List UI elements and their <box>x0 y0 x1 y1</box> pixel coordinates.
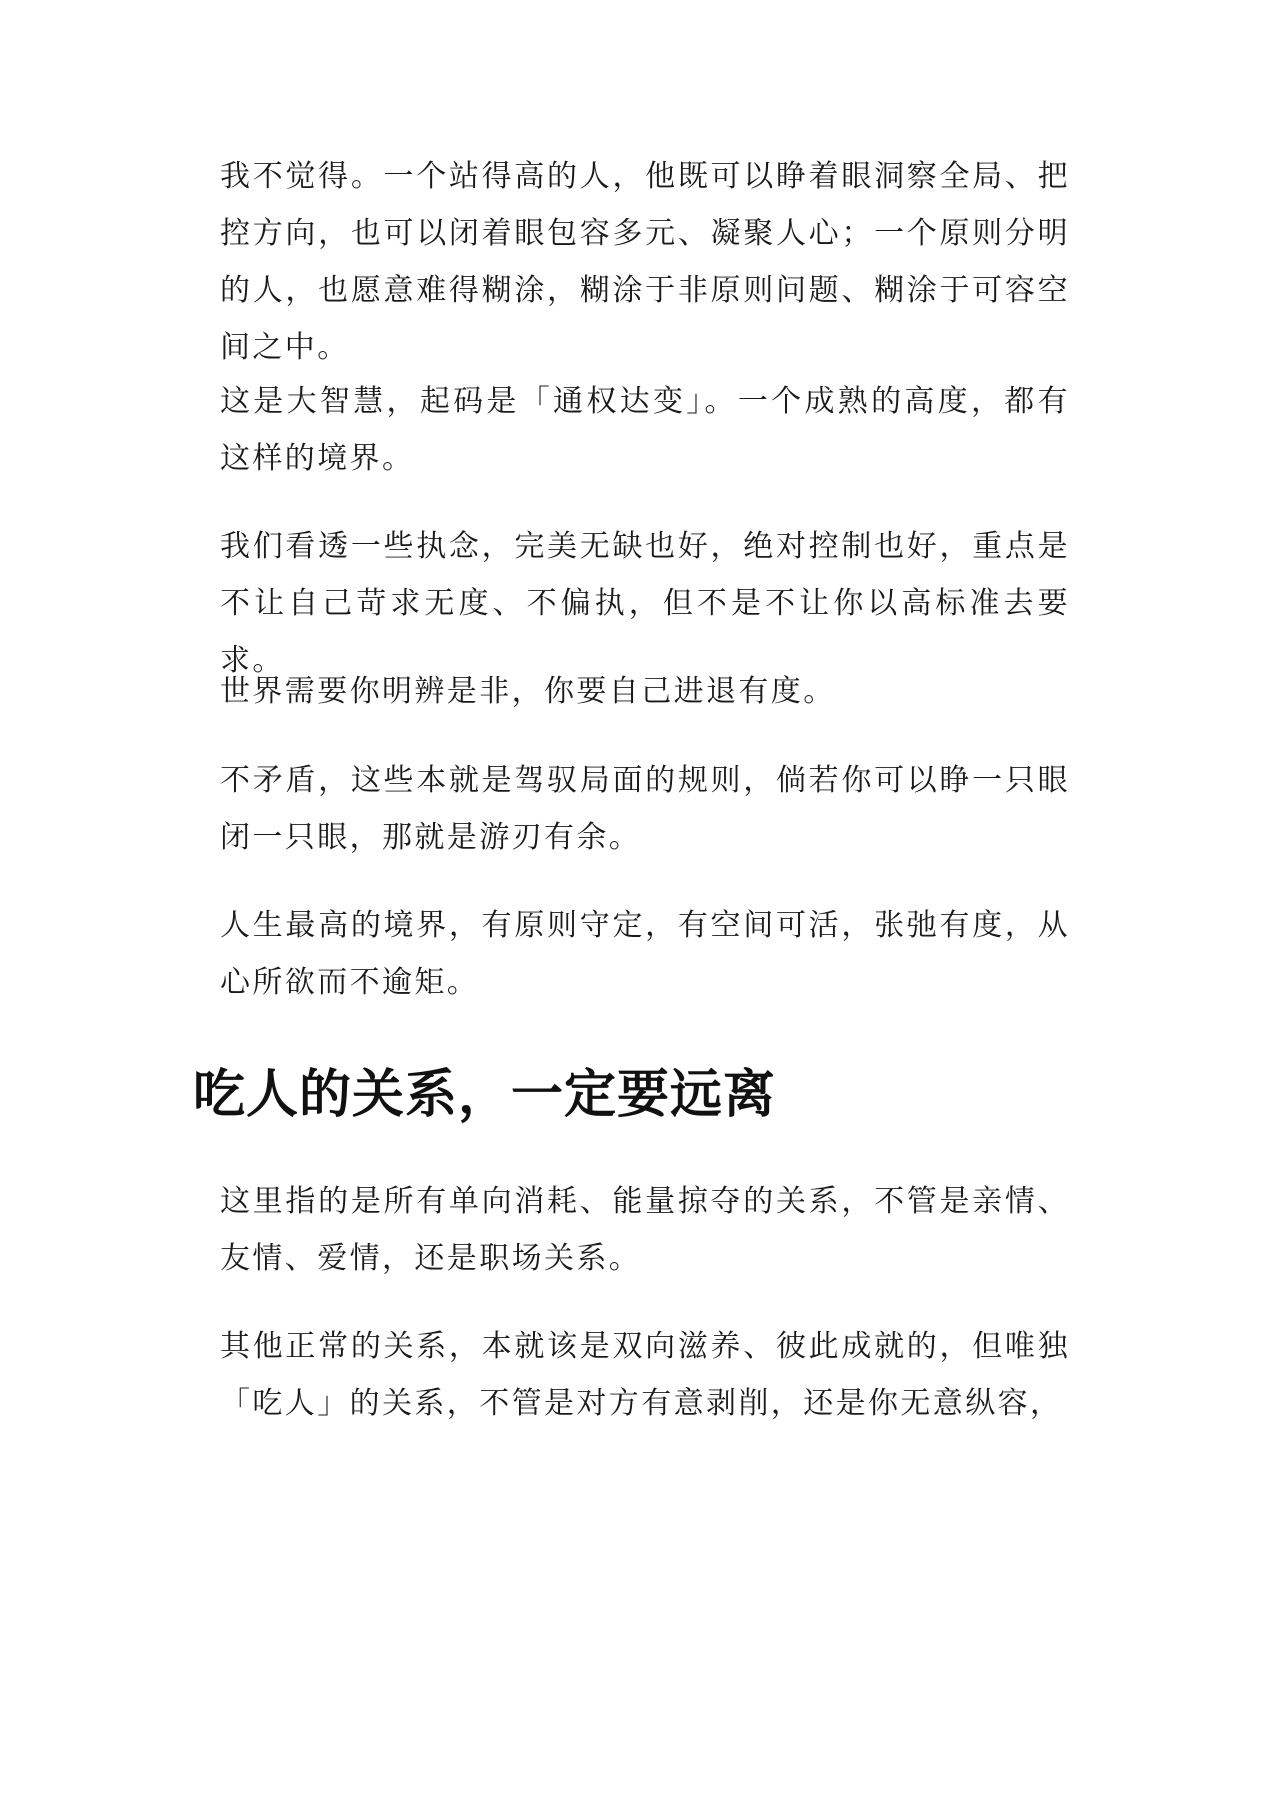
paragraph-1: 我不觉得。一个站得高的人，他既可以睁着眼洞察全局、把控方向，也可以闭着眼包容多元、凝聚人心；一个原则分明的人，也愿意难得糊涂，糊涂于非原则问题、糊涂于可容空间之中。 <box>220 159 1070 365</box>
paragraph-7: 这里指的是所有单向消耗、能量掠夺的关系，不管是亲情、友情、爱情，还是职场关系。 <box>220 1184 1070 1276</box>
section-heading: 吃人的关系，一定要远离 <box>193 1065 777 1125</box>
paragraph-4: 世界需要你明辨是非，你要自己进退有度。 <box>220 674 836 709</box>
paragraph-6: 人生最高的境界，有原则守定，有空间可活，张弛有度，从心所欲而不逾矩。 <box>220 908 1070 1000</box>
paragraph-3: 我们看透一些执念，完美无缺也好，绝对控制也好，重点是不让自己苛求无度、不偏执，但不是不让你以高标准去要求。 <box>220 529 1070 678</box>
paragraph-8: 其他正常的关系，本就该是双向滋养、彼此成就的，但唯独「吃人」的关系，不管是对方有意剥削，还是你无意纵容， <box>220 1329 1070 1421</box>
paragraph-5: 不矛盾，这些本就是驾驭局面的规则，倘若你可以睁一只眼闭一只眼，那就是游刃有余。 <box>220 763 1070 855</box>
paragraph-2: 这是大智慧，起码是「通权达变」。一个成熟的高度，都有这样的境界。 <box>220 384 1070 476</box>
